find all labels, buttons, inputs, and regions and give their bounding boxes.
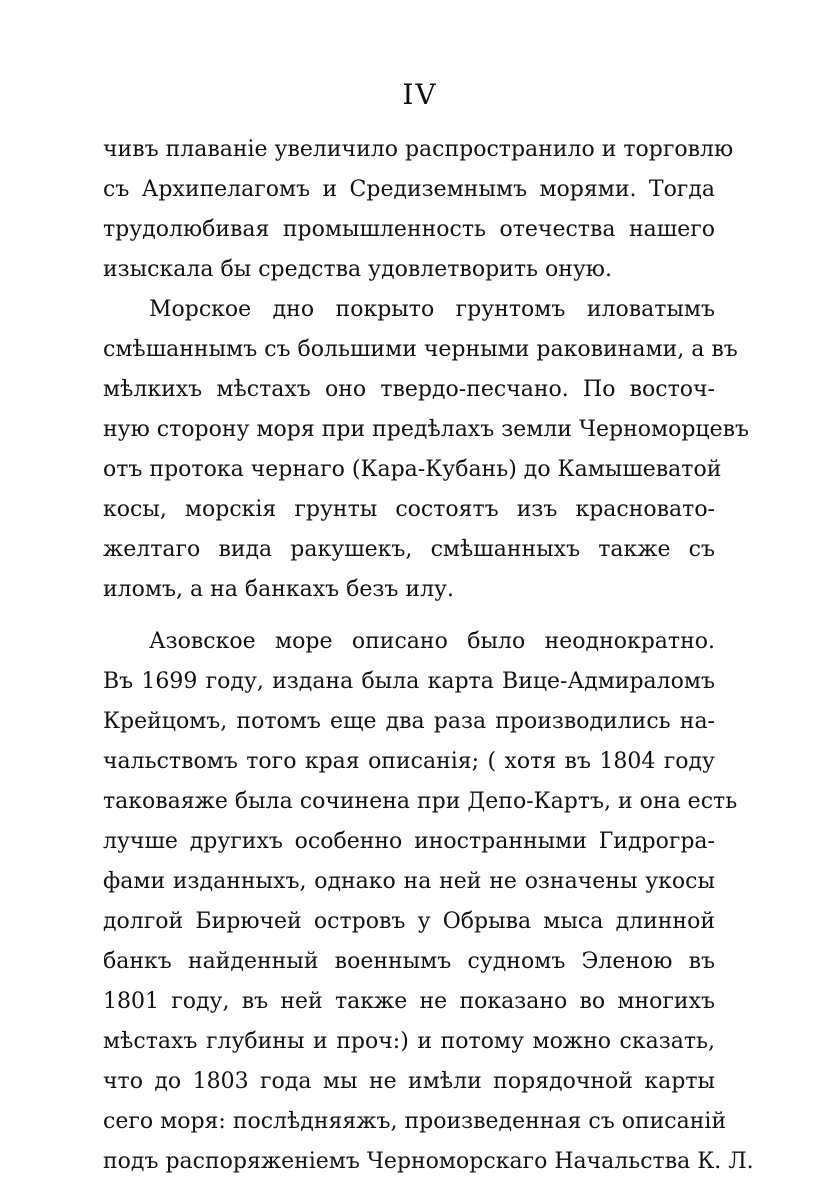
text-line: таковаяже была сочинена при Депо-Картъ, и она есть <box>103 789 738 814</box>
text-line: мѣлкихъ мѣстахъ оно твердо-песчано. По восточ- <box>103 377 715 402</box>
text-line: лучше другихъ особенно иностранными Гидрогра- <box>103 829 715 854</box>
text-line: мѣстахъ глубины и проч:) и потому можно сказать, <box>103 1029 715 1054</box>
text-line: желтаго вида ракушекъ, смѣшанныхъ также съ <box>103 537 715 562</box>
paragraph-gap <box>103 610 715 622</box>
page-number: IV <box>402 78 438 111</box>
text-line: иломъ, а на банкахъ безъ илу. <box>103 577 454 602</box>
body-text <box>103 130 754 1182</box>
text-line: съ Архипелагомъ и Средиземнымъ морями. Тогда <box>103 177 715 202</box>
text-line: Морское дно покрыто грунтомъ иловатымъ <box>149 297 715 322</box>
paragraph-2 <box>103 290 749 610</box>
text-line: подъ распоряженiемъ Черноморскаго Начальства К. Л. <box>103 1149 754 1174</box>
text-line: что до 1803 года мы не имѣли порядочной карты <box>103 1069 715 1094</box>
text-line: Въ 1699 году, издана была карта Вице-Адмираломъ <box>103 669 715 694</box>
text-line: сего моря: послѣдняяжъ, произведенная съ описанiй <box>103 1109 727 1134</box>
paragraph-3 <box>103 622 754 1182</box>
text-line: банкъ найденный военнымъ судномъ Эленою въ <box>103 949 715 974</box>
text-line: Азовское море описано было неоднократно. <box>149 629 715 654</box>
text-line: Крейцомъ, потомъ еще два раза производились на- <box>103 709 715 734</box>
text-line: косы, морскiя грунты состоятъ изъ красновато- <box>103 497 715 522</box>
text-line: отъ протока чернаго (Кара-Кубань) до Камышеватой <box>103 457 722 482</box>
text-line: чальствомъ того края описанiя; ( хотя въ 1804 году <box>103 749 715 774</box>
text-line: чивъ плаванiе увеличило распространило и торговлю <box>103 137 734 162</box>
text-line: трудолюбивая промышленность отечества нашего <box>103 217 715 242</box>
text-line: фами изданныхъ, однако на ней не означены укосы <box>103 869 715 894</box>
text-line: изыскала бы средства удовлетворить оную. <box>103 257 612 282</box>
text-line: ную сторону моря при предѣлахъ земли Черноморцевъ <box>103 417 749 442</box>
text-line: 1801 году, въ ней также не показано во многихъ <box>103 989 715 1014</box>
paragraph-1 <box>103 130 734 290</box>
text-line: смѣшаннымъ съ большими черными раковинами, а въ <box>103 337 738 362</box>
text-line: долгой Бирючей островъ у Обрыва мыса длинной <box>103 909 715 934</box>
